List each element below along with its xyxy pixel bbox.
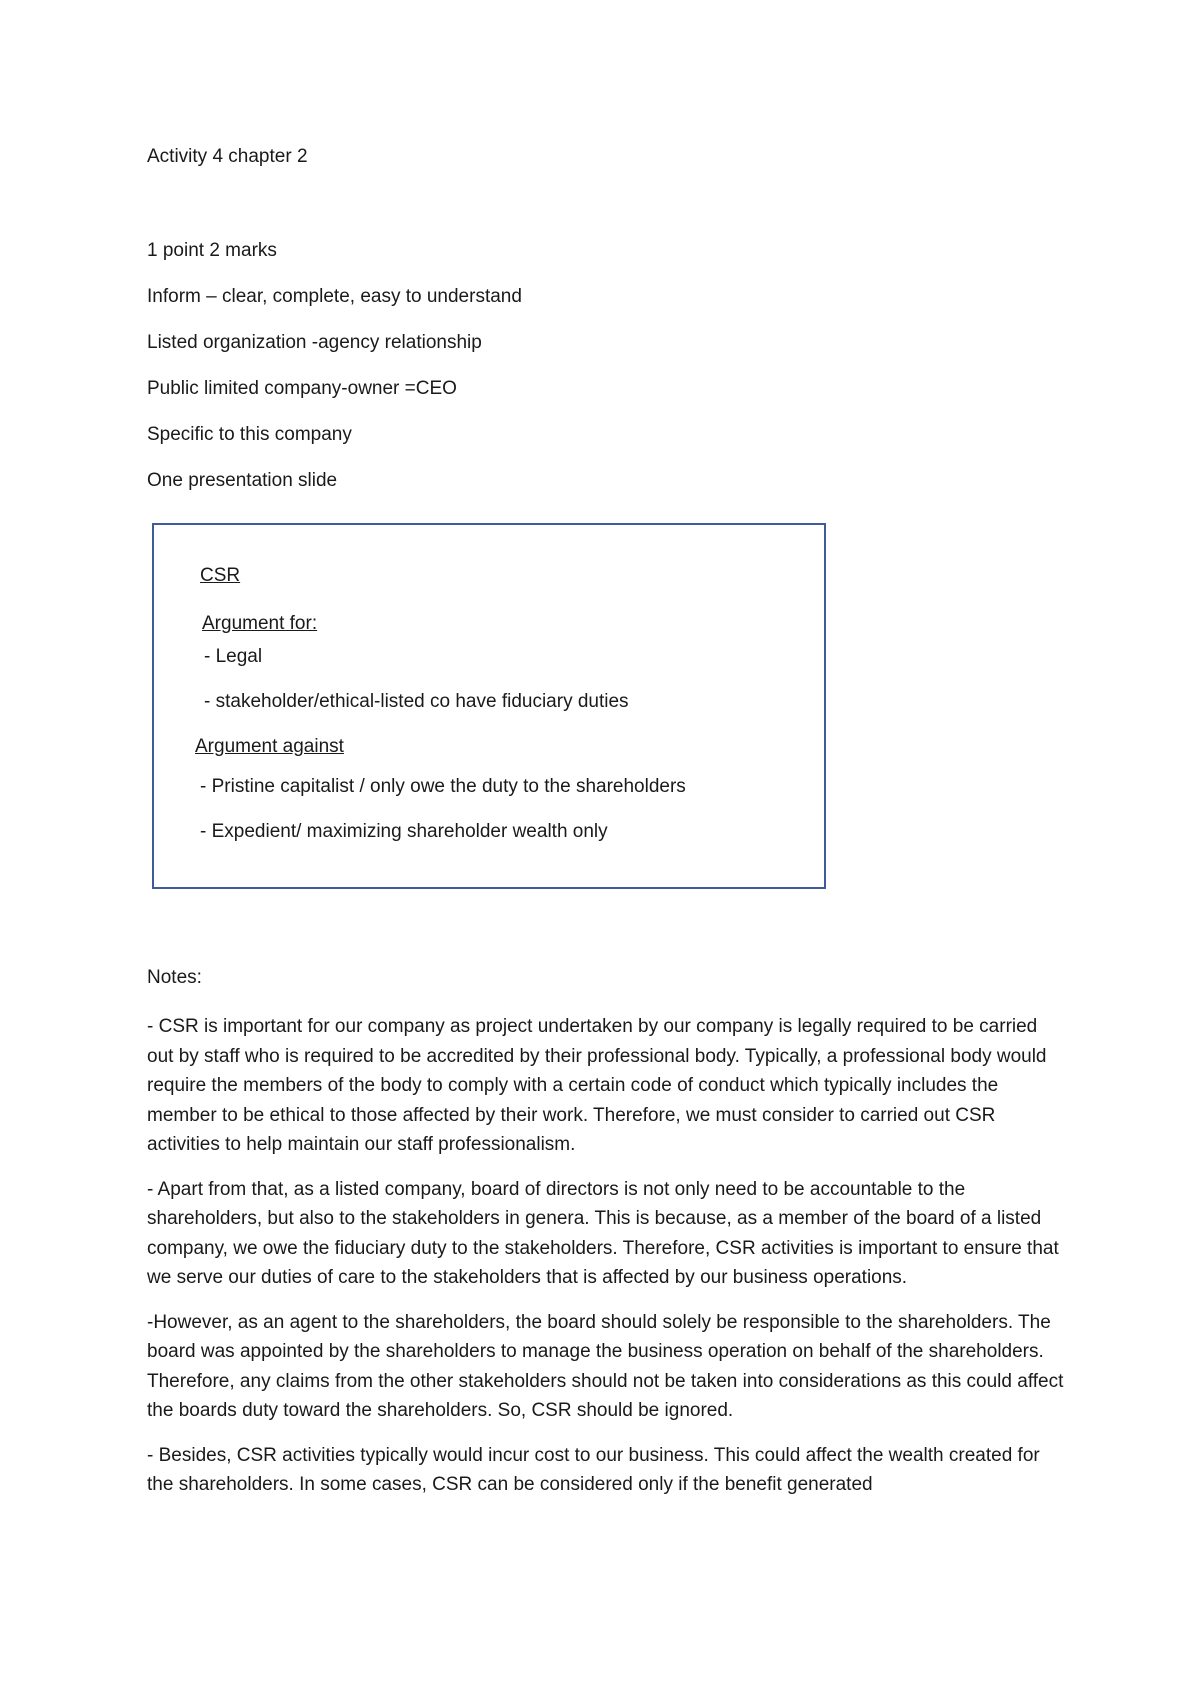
key-point: Public limited company-owner =CEO <box>147 378 457 399</box>
key-point: 1 point 2 marks <box>147 240 277 261</box>
note-paragraph: - Apart from that, as a listed company, board of directors is not only need to be accountable to the shareholders, but also to the stakeholders in genera. This is because, as a member of the board of a listed company, we owe the fiduciary duty to the stakeholders. Therefore, CSR activities is important to ensure that we serve our duties of care to the stakeholders that is affected by our business operations. <box>147 1178 1059 1288</box>
argument-against-heading: Argument against <box>195 736 344 757</box>
argument-against-item: - Expedient/ maximizing shareholder wealth only <box>200 821 608 842</box>
argument-for-item: - stakeholder/ethical-listed co have fiduciary duties <box>204 691 629 712</box>
key-point: Specific to this company <box>147 424 352 445</box>
note-paragraph: -However, as an agent to the shareholders, the board should solely be responsible to the shareholders. The board was appointed by the shareholders to manage the business operation on behalf of the shareholders. Therefore, any claims from the other stakeholders should not be taken into considerations as this could affect the boards duty toward the shareholders. So, CSR should be ignored. <box>147 1311 1064 1421</box>
argument-for-item: - Legal <box>204 646 263 667</box>
argument-for-heading: Argument for: <box>202 613 318 634</box>
key-point: Listed organization -agency relationship <box>147 332 482 353</box>
note-paragraph: - CSR is important for our company as project undertaken by our company is legally required to be carried out by staff who is required to be accredited by their professional body. Typically, a professional body would require the members of the body to comply with a certain code of conduct which typically includes the member to be ethical to those affected by their work. Therefore, we must consider to carried out CSR activities to help maintain our staff professionalism. <box>147 1016 1047 1155</box>
key-point: One presentation slide <box>147 470 338 491</box>
notes-heading: Notes: <box>147 967 202 988</box>
csr-slide-box <box>152 523 826 889</box>
csr-heading: CSR <box>200 565 241 586</box>
document-title: Activity 4 chapter 2 <box>147 146 308 167</box>
argument-against-item: - Pristine capitalist / only owe the duty to the shareholders <box>200 776 686 797</box>
key-point: Inform – clear, complete, easy to understand <box>147 286 522 307</box>
notes-body <box>147 1012 1067 1515</box>
key-points-list <box>147 238 522 514</box>
note-paragraph: - Besides, CSR activities typically would incur cost to our business. This could affect the wealth created for the shareholders. In some cases, CSR can be considered only if the benefit generated <box>147 1444 1040 1495</box>
